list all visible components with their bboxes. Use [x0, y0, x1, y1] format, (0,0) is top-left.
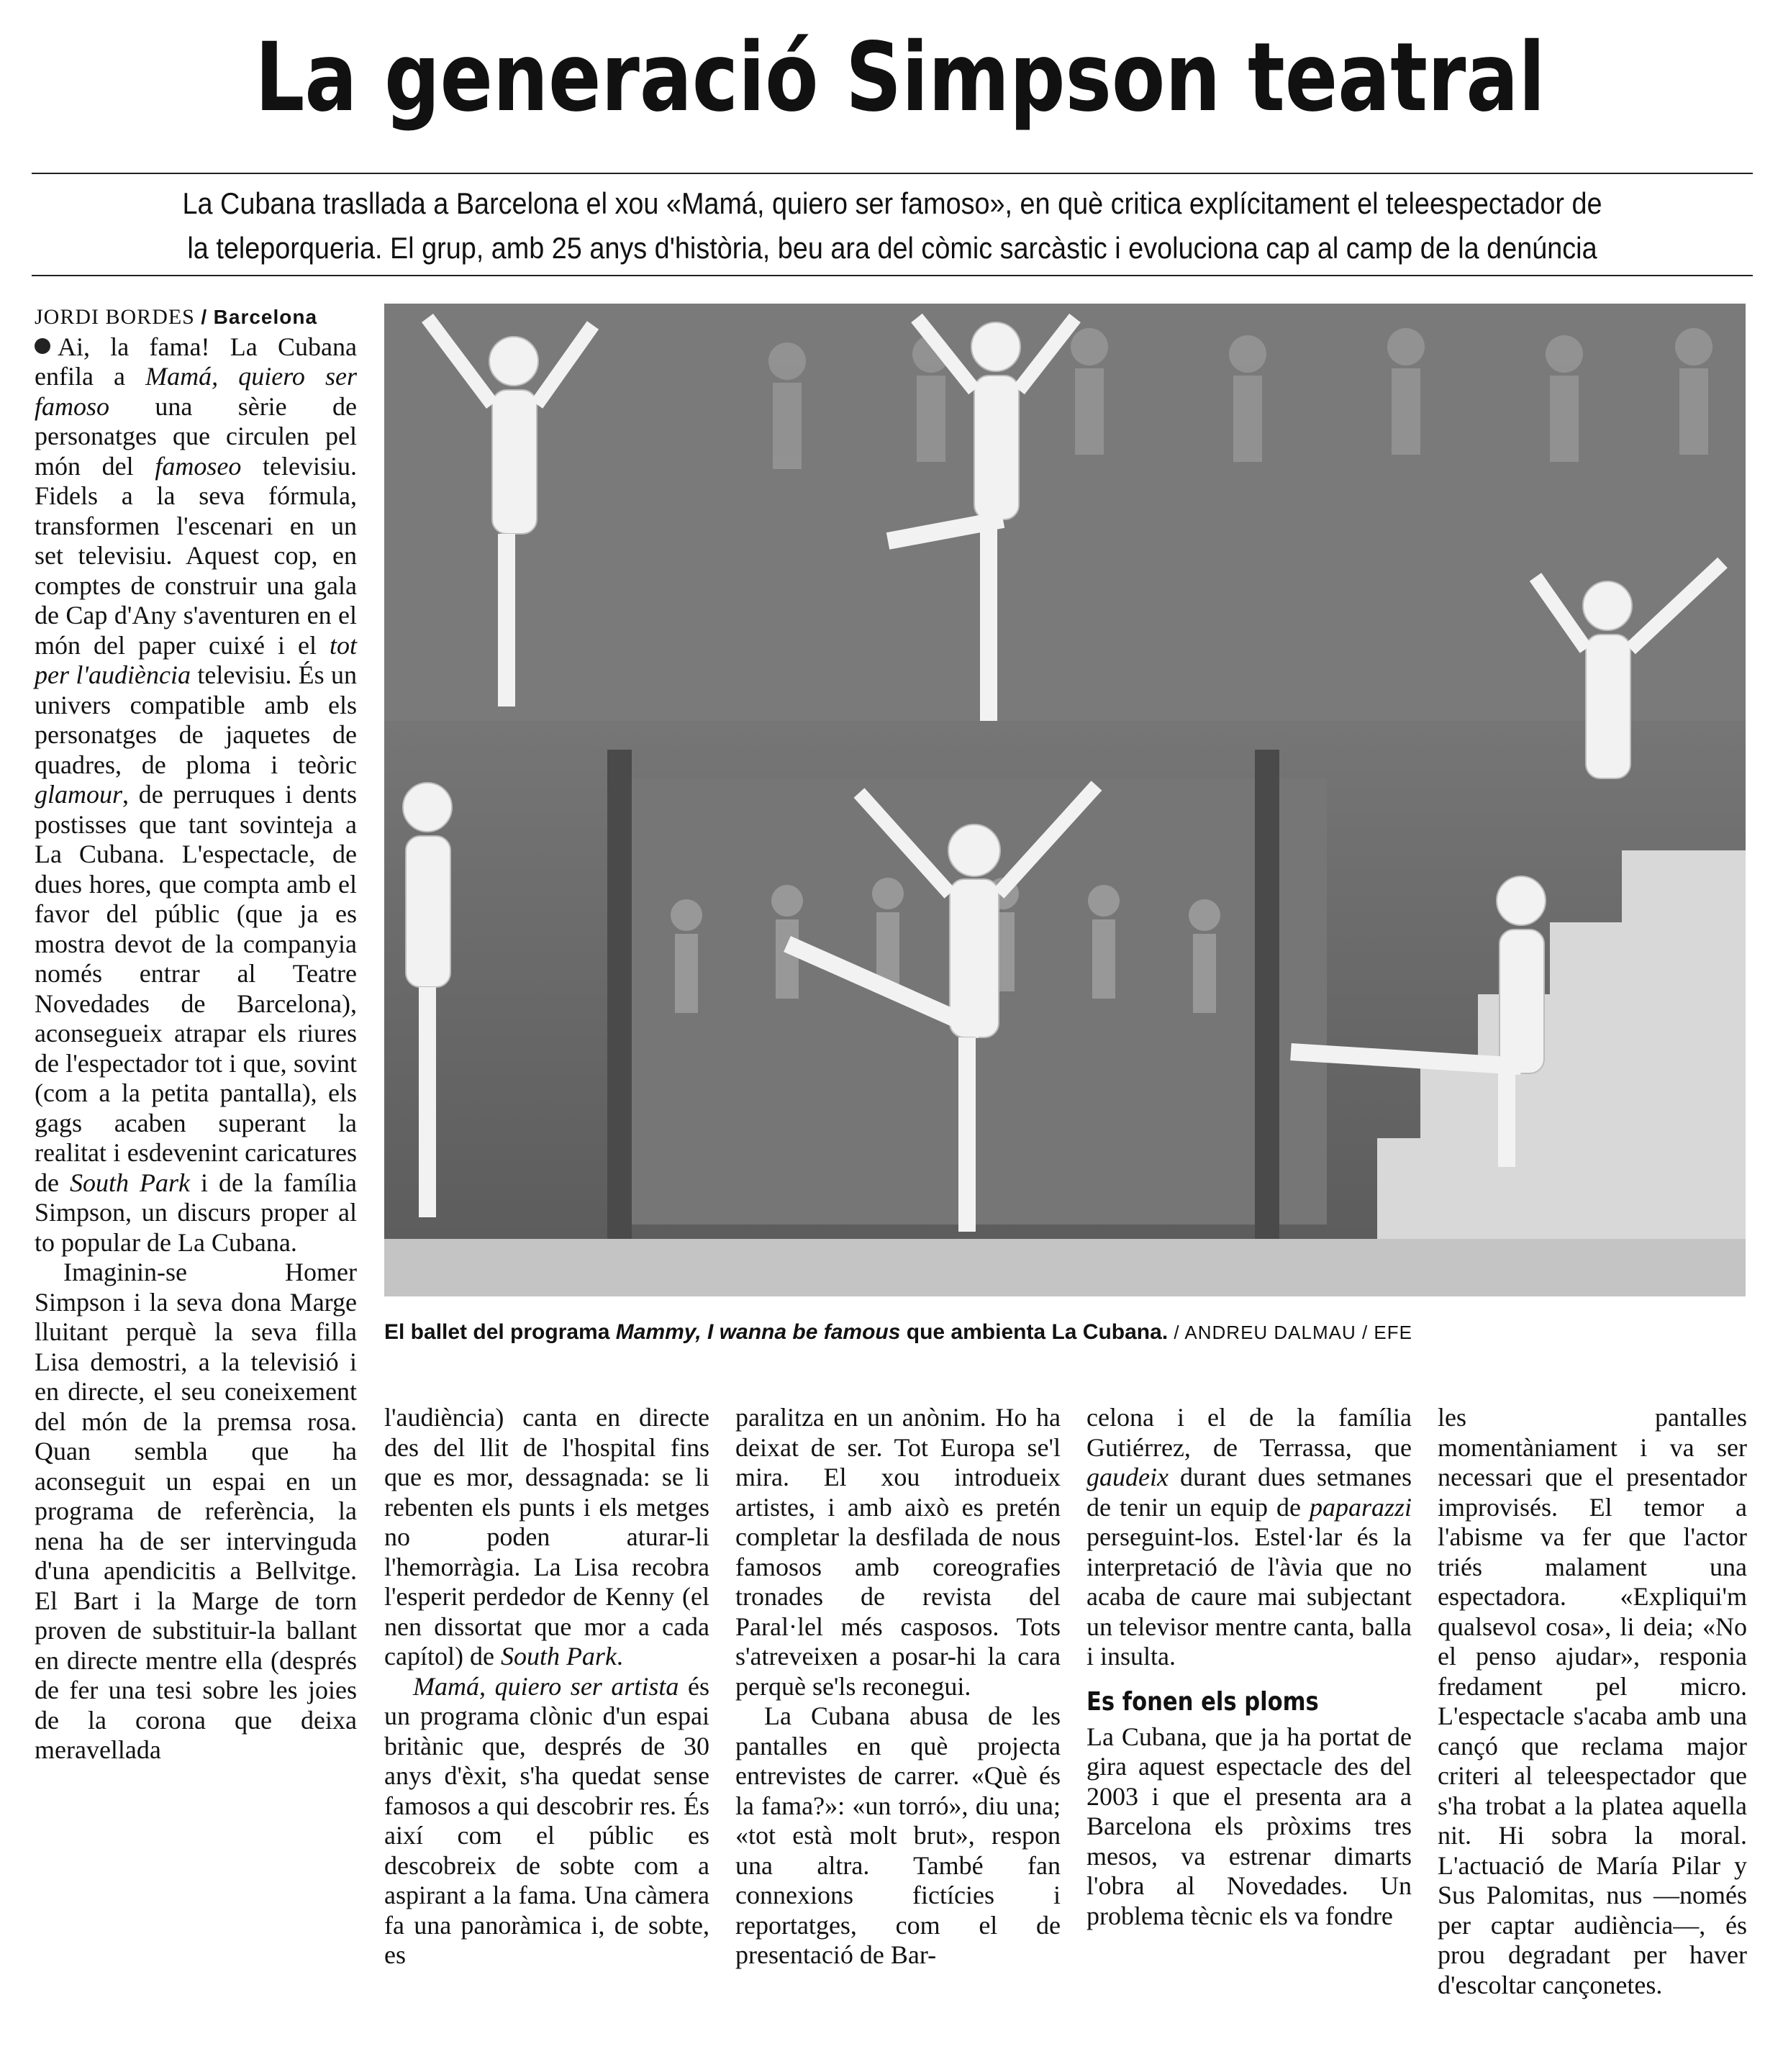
paragraph: Imaginin-se Homer Simpson i la seva dona Marge lluitant perquè la seva filla Lisa demostri, a la televisió i en directe, el seu coneixement del món de la premsa rosa. Quan sembla que ha aconseguit un espai en un programa de referència, la nena ha de ser intervinguda d'una apendicitis a Bellvitge. El Bart i la Marge de torn proven de substituir-la ballant en directe mentre ella (després de fer una tesi sobre les joies de la corona que deixa meravellada	[35, 1258, 357, 1764]
byline-location: Barcelona	[213, 306, 318, 328]
paragraph: Ai, la fama! La Cubana enfila a Mamá, quiero ser famoso una sèrie de personatges que circulen pel món del famoseo televisiu. Fidels a la seva fórmula, transformen l'escenari en un set televisiu. Aquest cop, en comptes de construir una gala de Cap d'Any s'aventuren en el món del paper cuixé i el tot per l'audiència televisiu. És un univers compatible amb els personatges de jaquetes de quadres, de ploma i teòric glamour, de perruques i dents postisses que tant sovinteja a La Cubana. L'espectacle, de dues hores, que compta amb el favor del públic (que ja es mostra devot de la companyia només entrar al Teatre Novedades de Barcelona), aconsegueix atrapar els riures de l'espectador tot i que, sovint (com a la petita pantalla), els gags acaben superant la realitat i esdevenint caricatures de South Park i de la família Simpson, un discurs proper al to popular de La Cubana.	[35, 332, 357, 1257]
byline-separator: /	[201, 306, 208, 328]
paragraph: l'audiència) canta en directe des del llit de l'hospital fins que es mor, dessagnada: se li rebenten els punts i els metges no poden aturar-li l'hemorràgia. La Lisa recobra l'esperit perdedor de Kenny (el nen dissortat que mor a cada capítol) de South Park.	[384, 1403, 709, 1671]
byline	[35, 302, 357, 332]
byline-author: JORDI BORDES	[35, 305, 195, 329]
paragraph: Mamá, quiero ser artista és un programa clònic d'un espai britànic que, després de 30 anys d'èxit, s'ha quedat sense famosos a qui descobrir res. És així com el públic es descobreix de sobte com a aspirant a la fama. Una càmera fa una panoràmica i, de sobte, es	[384, 1671, 709, 1969]
column-2	[384, 1403, 709, 1971]
paragraph: La Cubana, que ja ha portat de gira aquest espectacle des del 2003 i que el presenta ara a Barcelona els pròxims tres mesos, va estrenar dimarts l'obra al Novedades. Un problema tècnic els va fondre	[1086, 1722, 1412, 1930]
deck-line-2: la teleporqueria. El grup, amb 25 anys d'història, beu ara del còmic sarcàstic i evoluciona cap al camp de la denúncia	[187, 231, 1597, 265]
photo-credit: / ANDREU DALMAU / EFE	[1168, 1322, 1412, 1343]
paragraph: les pantalles momentàniament i va ser necessari que el presentador improvisés. El temor a l'abisme va fer que l'actor triés malament una espectadora. «Expliqui'm qualsevol cosa», li deia; «No el penso ajudar», responia fredament pel micro. L'espectacle s'acaba amb una cançó que reclama major criteri al teleespectador que s'ha trobat a la platea aquella nit. Hi sobra la moral. L'actuació de María Pilar y Sus Palomitas, nus —només per captar audiència—, és prou degradant per haver d'escoltar cançonetes.	[1438, 1403, 1747, 1999]
bullet-icon	[35, 338, 50, 354]
column-5	[1438, 1403, 1747, 2000]
paragraph: La Cubana abusa de les pantalles en què projecta entrevistes de carrer. «Què és la fama?»: «un torró», diu una; «tot està molt brut», respon una altra. També fan connexions fictícies i reportatges, com el de presentació de Bar-	[735, 1701, 1061, 1969]
photo-illustration	[384, 304, 1746, 1296]
column-4	[1086, 1403, 1412, 1931]
deck-rule	[32, 275, 1753, 276]
stage-photo	[384, 304, 1746, 1296]
paragraph: celona i el de la família Gutiérrez, de Terrassa, que gaudeix durant dues setmanes de tenir un equip de paparazzi perseguint-los. Estel·lar és la interpretació de l'àvia que no acaba de caure mai subjectant un televisor mentre canta, balla i insulta.	[1086, 1403, 1412, 1671]
top-rule	[32, 173, 1753, 174]
column-3	[735, 1403, 1061, 1971]
column-1	[35, 302, 357, 1766]
deck	[32, 181, 1753, 271]
deck-line-1: La Cubana trasllada a Barcelona el xou «Mamá, quiero ser famoso», en què critica explícitament el teleespectador de	[182, 186, 1602, 220]
headline: La generació Simpson teatral	[255, 22, 1546, 133]
photo-caption: El ballet del programa Mammy, I wanna be famous que ambienta La Cubana. / ANDREU DALMAU / EFE	[384, 1320, 1412, 1344]
subheading: Es fonen els ploms	[1086, 1686, 1319, 1717]
paragraph: paralitza en un anònim. Ho ha deixat de ser. Tot Europa se'l mira. El xou introdueix artistes, i amb això es pretén completar la desfilada de nous famosos amb coreografies tronades de revista del Paral·lel més casposos. Tots s'atreveixen a posar-hi la cara perquè se'ls reconegui.	[735, 1403, 1061, 1701]
